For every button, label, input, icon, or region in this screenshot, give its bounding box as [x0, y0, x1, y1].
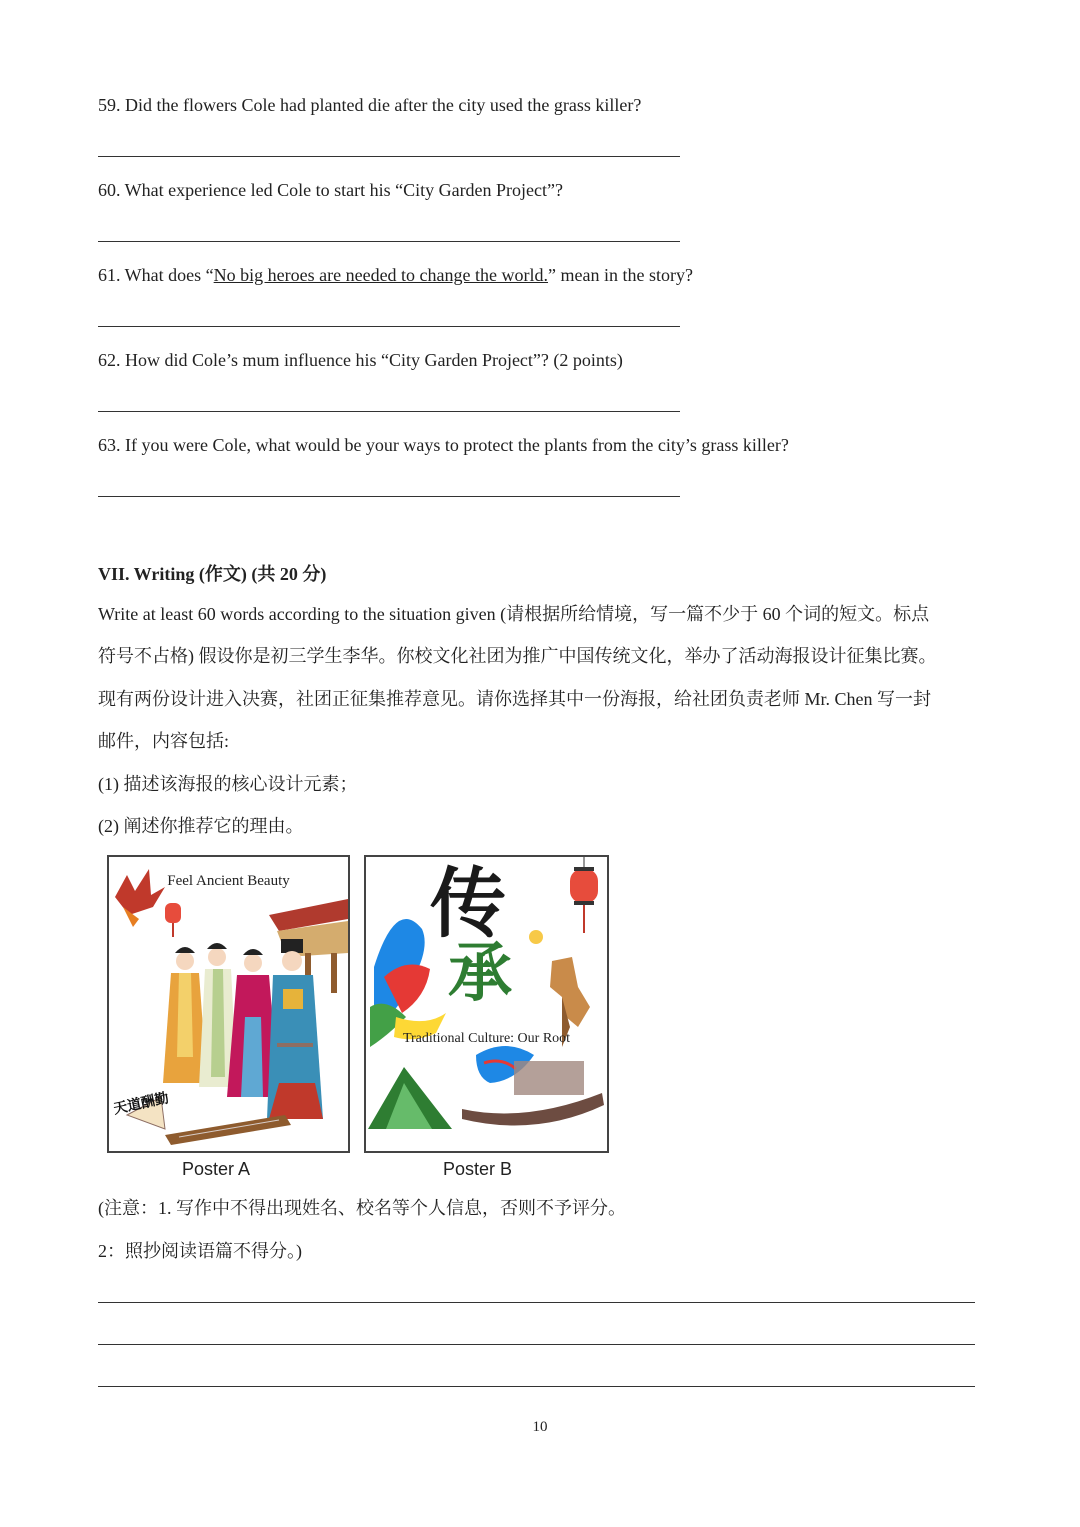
poster-a [107, 855, 350, 1153]
question-62: 62. How did Cole’s mum influence his “City Garden Project”? (2 points) [98, 350, 623, 370]
question-61-suffix: ” mean in the story? [548, 265, 693, 285]
answer-line-62[interactable] [98, 411, 680, 412]
section-title-writing: VII. Writing (作文) (共 20 分) [98, 564, 327, 584]
question-61-quote: No big heroes are needed to change the world. [213, 265, 549, 285]
poster-b-caption: Poster B [443, 1159, 513, 1179]
writing-instruction-line-1: Write at least 60 words according to the situation given (请根据所给情境，写一篇不少于 60 个词的短文。标点 [98, 604, 930, 624]
writing-requirement-1: (1) 描述该海报的核心设计元素； [98, 774, 358, 794]
page-number: 10 [532, 1419, 548, 1435]
writing-note-1: (注意：1. 写作中不得出现姓名、校名等个人信息，否则不予评分。 [98, 1198, 626, 1218]
writing-answer-line-3[interactable] [98, 1386, 975, 1387]
question-61 [98, 264, 693, 286]
answer-line-59[interactable] [98, 156, 680, 157]
poster-a-heading: Feel Ancient Beauty [167, 873, 290, 889]
poster-a-caption: Poster A [182, 1159, 251, 1179]
writing-note-2: 2：照抄阅读语篇不得分。) [98, 1241, 302, 1261]
writing-answer-line-2[interactable] [98, 1344, 975, 1345]
poster-b-char-2: 承 [448, 936, 512, 1011]
answer-line-61[interactable] [98, 326, 680, 327]
question-59: 59. Did the flowers Cole had planted die after the city used the grass killer? [98, 95, 642, 115]
poster-a-seal-text: 天道酬勤 [112, 1090, 171, 1118]
writing-answer-line-1[interactable] [98, 1302, 975, 1303]
poster-b [364, 855, 609, 1153]
answer-line-63[interactable] [98, 496, 680, 497]
poster-b-subtitle: Traditional Culture: Our Root [402, 1031, 571, 1046]
writing-requirement-2: (2) 阐述你推荐它的理由。 [98, 816, 304, 836]
question-63: 63. If you were Cole, what would be your ways to protect the plants from the city’s grass killer? [98, 435, 789, 455]
answer-line-60[interactable] [98, 241, 680, 242]
question-61-prefix: 61. What does “ [98, 265, 214, 285]
writing-instruction-line-3: 现有两份设计进入决赛，社团正征集推荐意见。请你选择其中一份海报，给社团负责老师 Mr. Chen 写一封 [98, 689, 931, 709]
poster-b-char-1: 传 [430, 859, 506, 948]
writing-instruction-line-2: 符号不占格) 假设你是初三学生李华。你校文化社团为推广中国传统文化，举办了活动海报设计征集比赛。 [98, 646, 937, 666]
writing-instruction-line-4: 邮件，内容包括: [98, 731, 230, 751]
question-60: 60. What experience led Cole to start his “City Garden Project”? [98, 180, 564, 200]
